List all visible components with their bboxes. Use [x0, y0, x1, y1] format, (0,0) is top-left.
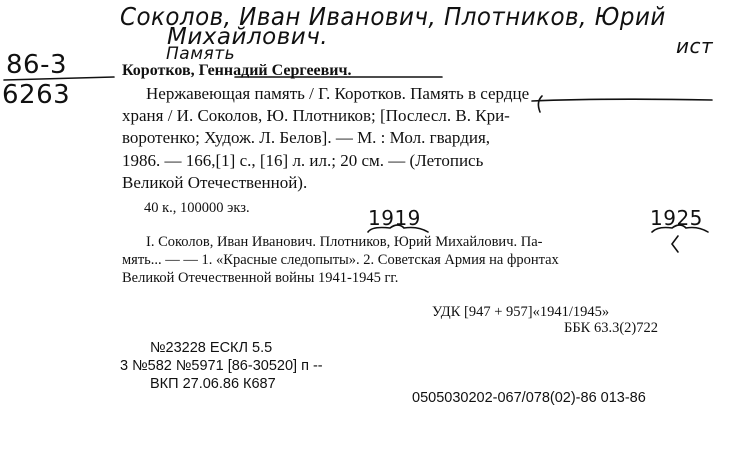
description-line5: Великой Отечественной). [122, 173, 308, 192]
udk-bracket [538, 96, 542, 112]
price-line: 40 к., 100000 экз. [144, 200, 250, 216]
bbk-code: ББК 63.3(2)722 [564, 320, 658, 336]
handwritten-year1: 1919 [368, 206, 421, 230]
handwritten-shelf-bottom: 6263 [2, 80, 71, 110]
record-number: №23228 ЕСКЛ 5.5 [150, 340, 273, 356]
handwritten-names-line1: Соколов, Иван Иванович, Плотников, Юрий [120, 2, 666, 31]
handwritten-role: ист [676, 34, 714, 58]
order-numbers: 3 №582 №5971 [86-30520] п -- [120, 358, 323, 374]
description-line3: воротенко; Худож. Л. Белов]. — М. : Мол. гвардия, [122, 128, 491, 147]
tracing-line3: Великой Отечественной войны 1941-1945 гг. [122, 270, 399, 286]
description-line2: храня / И. Соколов, Ю. Плотников; [Послесл. В. Кри- [122, 106, 510, 125]
handwritten-year2: 1925 [650, 206, 703, 230]
title-underline [532, 99, 712, 101]
udk-code: УДК [947 + 957]«1941/1945» [432, 304, 610, 320]
handwritten-title-word: Память [166, 44, 236, 64]
vkp-line: ВКП 27.06.86 К687 [150, 376, 276, 392]
tracing-line2: мять... — — 1. «Красные следопыты». 2. Советская Армия на фронтах [122, 252, 559, 268]
tracing-bracket [672, 236, 678, 252]
description-line1: Нержавеющая память / Г. Коротков. Память в сердце [146, 84, 530, 103]
handwritten-shelf-top: 86-3 [6, 50, 68, 80]
publisher-code: 0505030202-067/078(02)-86 013-86 [412, 390, 646, 406]
description-line4: 1986. — 166,[1] с., [16] л. ил.; 20 см. — (Летопись [122, 151, 484, 170]
tracing-line1: I. Соколов, Иван Иванович. Плотников, Юрий Михайлович. Па- [146, 234, 543, 250]
author-heading: Коротков, Геннадий Сергеевич. [122, 62, 352, 79]
handwritten-names-line2: Михайлович. [167, 24, 329, 50]
